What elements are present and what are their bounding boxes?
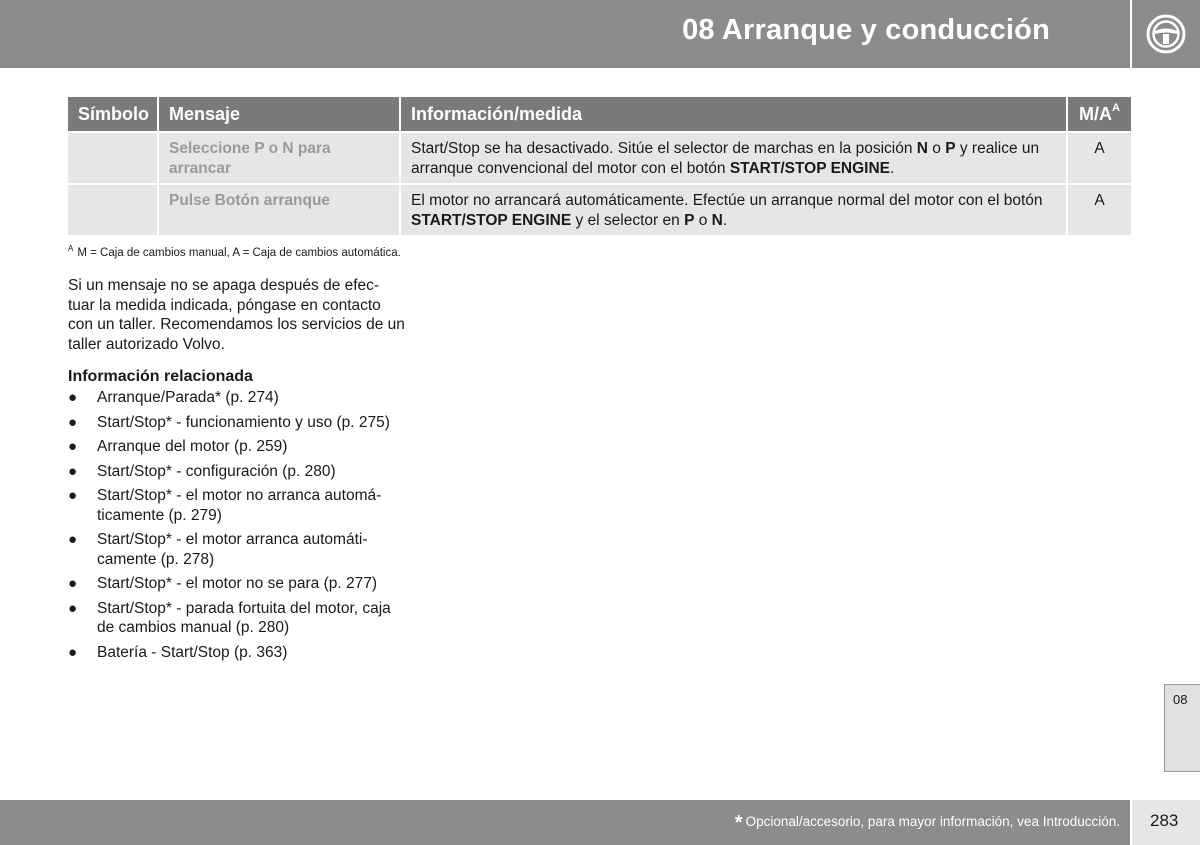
footnote-text: M = Caja de cambios manual, A = Caja de cambios automática.	[77, 246, 401, 259]
message-cell: Pulse Botón arranque	[158, 184, 400, 235]
list-item[interactable]: ● Start/Stop* - funcionamiento y uso (p. 275)	[68, 413, 390, 431]
list-item[interactable]: ● Arranque del motor (p. 259)	[68, 438, 288, 455]
ma-cell: A	[1067, 132, 1131, 184]
page-number: 283	[1150, 811, 1179, 830]
list-item[interactable]: ● Arranque/Parada* (p. 274)	[68, 389, 279, 406]
related-heading: Información relacionada	[68, 368, 253, 385]
chapter-title: 08 Arranque y conducción	[682, 14, 1050, 46]
related-list	[68, 388, 408, 667]
bullet-icon: ●	[68, 575, 78, 592]
bullet-icon: ●	[68, 531, 78, 548]
list-item[interactable]: ● Batería - Start/Stop (p. 363)	[68, 643, 288, 661]
steering-wheel-icon	[1146, 14, 1186, 54]
bullet-icon: ●	[68, 413, 78, 431]
list-item[interactable]: ● Start/Stop* - el motor no arranca automá- ticamente (p. 279)	[68, 487, 382, 524]
column-header-ma: $M/A^A$	[1067, 97, 1131, 132]
bullet-icon: ●	[68, 643, 78, 661]
column-header-info: Información/medida	[400, 97, 1067, 132]
page-number-box	[1132, 800, 1200, 845]
bullet-icon: ●	[68, 462, 78, 480]
table-header-row	[68, 97, 1131, 132]
list-item[interactable]: ● Start/Stop* - parada fortuita del motor, caja de cambios manual (p. 280)	[68, 599, 391, 636]
info-cell: Start/Stop se ha desactivado. Sitúe el selector de marchas en la posición N o P y realice un arranque convencional del motor con el botón START/STOP ENGINE.	[400, 132, 1067, 184]
symbol-cell	[68, 132, 158, 184]
info-cell: El motor no arrancará automáticamente. Efectúe un arranque normal del motor con el botón START/STOP ENGINE y el selector en P o N.	[400, 184, 1067, 235]
message-table	[68, 97, 1131, 235]
list-item[interactable]: ● Start/Stop* - el motor no se para (p. 277)	[68, 575, 377, 592]
footer-bar	[0, 800, 1130, 845]
bullet-icon: ●	[68, 599, 78, 617]
table-row	[68, 132, 1131, 184]
footer-note: * Opcional/accesorio, para mayor información, vea Introducción.	[734, 812, 1120, 834]
bullet-icon: ●	[68, 438, 78, 455]
header-bar	[0, 0, 1130, 68]
message-cell: Seleccione P o N para arrancar	[158, 132, 400, 184]
chapter-side-tab[interactable]	[1164, 684, 1200, 772]
column-header-symbol: Símbolo	[68, 97, 158, 132]
column-header-message: Mensaje	[158, 97, 400, 132]
bullet-icon: ●	[68, 487, 78, 504]
footnote-marker: A	[68, 244, 74, 253]
list-item[interactable]: ● Start/Stop* - configuración (p. 280)	[68, 462, 336, 480]
asterisk-icon: *	[734, 812, 743, 834]
bullet-icon: ●	[68, 389, 78, 406]
chapter-icon-box	[1132, 0, 1200, 68]
table-footnote	[68, 244, 401, 259]
symbol-cell	[68, 184, 158, 235]
side-tab-label: 08	[1173, 692, 1188, 707]
list-item[interactable]: ● Start/Stop* - el motor arranca automáti- camente (p. 278)	[68, 531, 368, 568]
table-row	[68, 184, 1131, 235]
body-paragraph: Si un mensaje no se apaga después de efec- tuar la medida indicada, póngase en contacto con un taller. Recomendamos los servicios de un taller autorizado Volvo.	[68, 277, 405, 353]
ma-cell: A	[1067, 184, 1131, 235]
